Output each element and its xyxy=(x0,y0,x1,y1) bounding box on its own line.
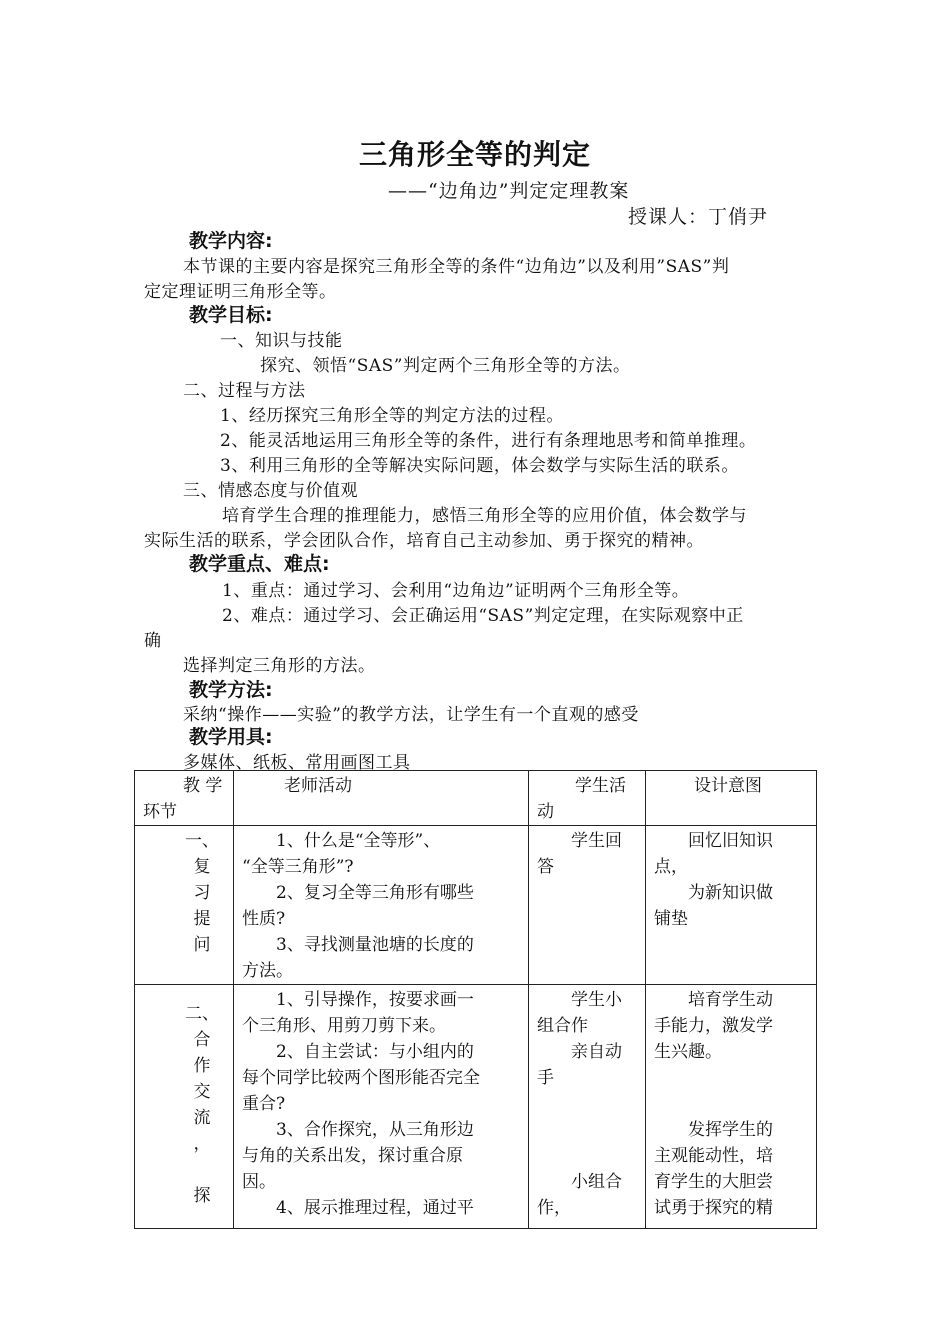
row2-teacher-line: 每个同学比较两个图形能否完全 xyxy=(242,1068,480,1088)
key-2b: 确 xyxy=(144,631,162,651)
heading-method: 教学方法: xyxy=(189,679,273,701)
goal-2c: 3、利用三角形的全等解决实际问题，体会数学与实际生活的联系。 xyxy=(220,456,739,476)
row2-teacher-line: 重合? xyxy=(242,1094,286,1114)
row2-intent-line: 发挥学生的 xyxy=(688,1120,773,1140)
content-line-2: 定定理证明三角形全等。 xyxy=(144,282,337,302)
row1-student xyxy=(529,826,646,985)
row2-student-line: 手 xyxy=(537,1068,554,1088)
heading-goals: 教学目标: xyxy=(189,304,273,326)
row1-teacher-line: 3、寻找测量池塘的长度的 xyxy=(276,935,474,955)
key-3: 选择判定三角形的方法。 xyxy=(183,656,376,676)
row1-stage-char: 一、 xyxy=(185,831,219,851)
row2-student-line: 学生小 xyxy=(571,990,622,1010)
heading-key: 教学重点、难点: xyxy=(189,553,330,575)
row2-intent-line: 试勇于探究的精 xyxy=(654,1198,773,1218)
tools-1: 多媒体、纸板、常用画图工具 xyxy=(183,753,411,773)
row2-stage-char: 二、 xyxy=(185,1004,219,1024)
row2-teacher xyxy=(234,985,529,1229)
row1-intent-line: 铺垫 xyxy=(654,909,688,929)
row1-teacher-line: 性质? xyxy=(242,909,286,929)
heading-content: 教学内容: xyxy=(189,230,273,252)
row2-teacher-line: 因。 xyxy=(242,1172,276,1192)
header-student xyxy=(529,771,646,826)
lesson-table xyxy=(134,770,817,1229)
key-2: 2、难点：通过学习、会正确运用“SAS”判定定理，在实际观察中正 xyxy=(222,606,744,626)
goal-2b: 2、能灵活地运用三角形全等的条件，进行有条理地思考和简单推理。 xyxy=(220,431,757,451)
row2-student-line: 组合作 xyxy=(537,1016,588,1036)
teacher-name: 授课人：丁俏尹 xyxy=(628,206,769,228)
goal-3a: 培育学生合理的推理能力，感悟三角形全等的应用价值，体会数学与 xyxy=(222,506,747,526)
row1-teacher-line: 方法。 xyxy=(242,961,293,981)
row2-student-line: 亲自动 xyxy=(571,1042,622,1062)
row2-stage-char: 合 xyxy=(193,1030,211,1050)
page-title: 三角形全等的判定 xyxy=(358,138,591,171)
row1-intent-line: 点， xyxy=(654,857,688,877)
row2-teacher-line: 2、自主尝试：与小组内的 xyxy=(276,1042,474,1062)
row1-stage-char: 习 xyxy=(193,883,211,903)
row2-teacher-line: 个三角形、用剪刀剪下来。 xyxy=(242,1016,446,1036)
row2-stage-gap xyxy=(179,1157,225,1183)
row2-stage-char: 探 xyxy=(193,1186,211,1206)
row2-student-line: 作， xyxy=(537,1198,571,1218)
row2-intent-line: 手能力，激发学 xyxy=(654,1016,773,1036)
header-intent xyxy=(646,771,817,826)
row1-teacher-line: 1、什么是“全等形”、 xyxy=(276,831,441,851)
row2-teacher-line: 4、展示推理过程，通过平 xyxy=(276,1198,474,1218)
row2-stage xyxy=(135,985,234,1229)
row2-stage-char: 交 xyxy=(193,1082,211,1102)
row1-teacher-line: “全等三角形”? xyxy=(242,857,354,877)
content-line-1: 本节课的主要内容是探究三角形全等的条件“边角边”以及利用”SAS”判 xyxy=(183,257,730,277)
header-stage-line-1: 教 学 xyxy=(183,776,223,796)
row2-intent-line: 主观能动性，培 xyxy=(654,1146,773,1166)
goal-3: 三、情感态度与价值观 xyxy=(183,481,358,501)
key-1: 1、重点：通过学习、会利用“边角边”证明两个三角形全等。 xyxy=(222,581,690,601)
row2-student-line: 小组合 xyxy=(571,1172,622,1192)
row2-intent-line: 育学生的大胆尝 xyxy=(654,1172,773,1192)
header-intent-label: 设计意图 xyxy=(694,776,762,796)
row1-stage-char: 问 xyxy=(193,935,211,955)
goal-1: 一、知识与技能 xyxy=(220,331,343,351)
row2-teacher-line: 3、合作探究，从三角形边 xyxy=(276,1120,474,1140)
header-stage-line-2: 环节 xyxy=(143,802,177,822)
header-student-line-1: 学生活 xyxy=(575,776,626,796)
row1-student-line: 答 xyxy=(537,857,554,877)
header-stage xyxy=(135,771,234,826)
heading-tools: 教学用具: xyxy=(189,726,273,748)
row1-stage xyxy=(135,826,234,985)
row2-student xyxy=(529,985,646,1229)
row2-intent-line: 生兴趣。 xyxy=(654,1042,722,1062)
row2-intent xyxy=(646,985,817,1229)
row1-intent-line: 回忆旧知识 xyxy=(688,831,773,851)
goal-2: 二、过程与方法 xyxy=(183,381,306,401)
method-1: 采纳“操作——实验”的教学方法，让学生有一个直观的感受 xyxy=(183,705,639,725)
row1-stage-char: 复 xyxy=(193,857,211,877)
goal-3b: 实际生活的联系，学会团队合作，培育自己主动参加、勇于探究的精神。 xyxy=(144,531,704,551)
table-row xyxy=(135,826,817,985)
row2-teacher-line: 1、引导操作，按要求画一 xyxy=(276,990,474,1010)
goal-1a: 探究、领悟“SAS”判定两个三角形全等的方法。 xyxy=(260,356,631,376)
row2-teacher-line: 与角的关系出发，探讨重合原 xyxy=(242,1146,463,1166)
row1-intent xyxy=(646,826,817,985)
row1-teacher xyxy=(234,826,529,985)
row1-intent-line: 为新知识做 xyxy=(688,883,773,903)
table-row xyxy=(135,985,817,1229)
goal-2a: 1、经历探究三角形全等的判定方法的过程。 xyxy=(220,406,564,426)
row2-student-gap xyxy=(537,1091,637,1169)
row2-stage-char: 作 xyxy=(193,1056,211,1076)
row2-stage-char: 流 xyxy=(193,1108,211,1128)
row2-intent-line: 培育学生动 xyxy=(688,990,773,1010)
header-student-line-2: 动 xyxy=(537,802,554,822)
row1-stage-char: 提 xyxy=(193,909,211,929)
row1-teacher-line: 2、复习全等三角形有哪些 xyxy=(276,883,474,903)
header-teacher-label: 老师活动 xyxy=(284,776,352,796)
header-teacher xyxy=(234,771,529,826)
row2-stage-char: ， xyxy=(193,1134,211,1154)
table-header-row xyxy=(135,771,817,826)
page-subtitle: ——“边角边”判定定理教案 xyxy=(388,180,630,202)
row2-intent-gap xyxy=(654,1065,808,1117)
row1-student-line: 学生回 xyxy=(571,831,622,851)
